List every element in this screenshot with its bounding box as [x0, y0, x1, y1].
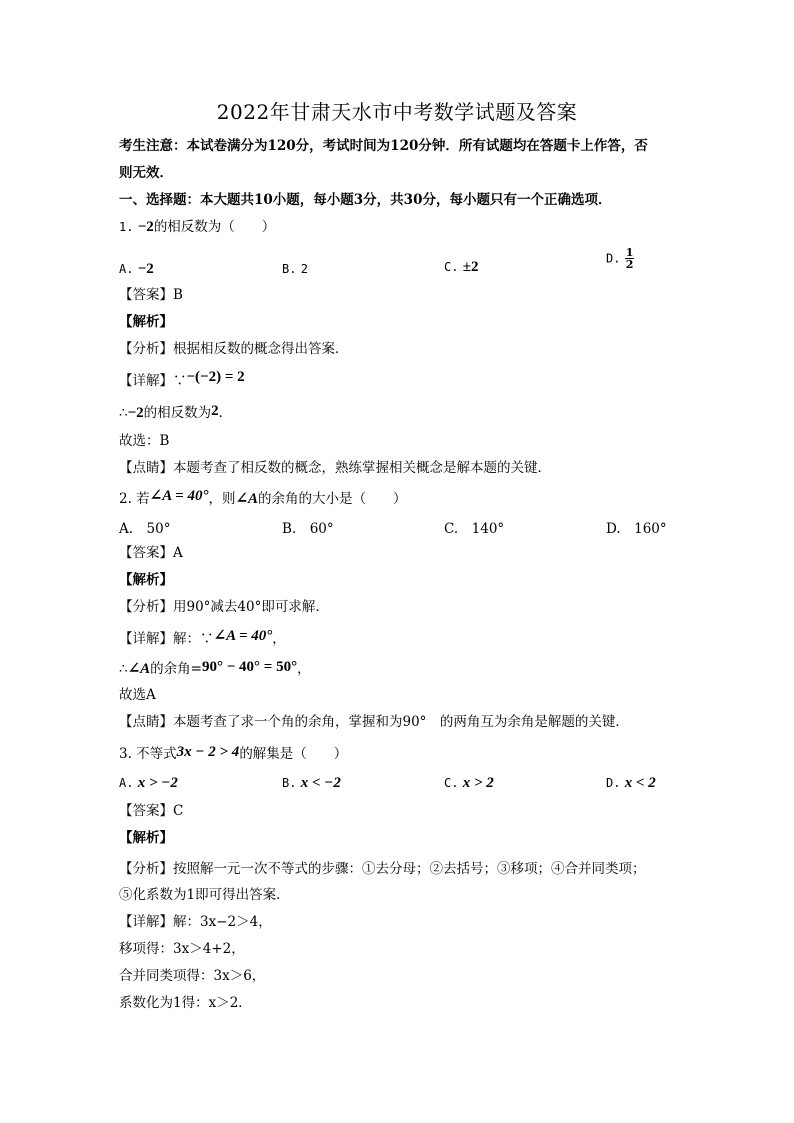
document-title: 2022年甘肃天水市中考数学试题及答案 [216, 100, 578, 124]
q2-option-a[interactable]: A. 50° [119, 521, 171, 537]
q1-option-d[interactable]: D. $\frac{1}{2}$ [606, 246, 634, 271]
q1-choose: 故选：B [119, 433, 170, 449]
q1-stem-text: 的相反数为（ ） [153, 219, 276, 235]
q1-option-a[interactable]: A. −2 [119, 261, 154, 277]
q1-comment: 【点睛】本题考查了相反数的概念，熟练掌握相关概念是解本题的关键． [119, 460, 551, 476]
q3-analysis-line-2: ⑤化系数为1即可得出答案． [119, 887, 290, 903]
q2-detail: 【详解】解：∵∠A = 40°， [119, 628, 286, 647]
q1-math: −2 [137, 219, 154, 235]
q3-step-1: 【详解】解：3x−2＞4， [119, 914, 272, 930]
q2-option-c[interactable]: C. 140° [444, 521, 505, 537]
notice-line-1: 考生注意：本试卷满分为120分，考试时间为120分钟．所有试题均在答题卡上作答，否 [119, 138, 648, 154]
q3-step-2: 移项得：3x＞4+2， [119, 941, 245, 957]
q3-option-d[interactable]: D. x < 2 [606, 775, 656, 791]
q2-option-d[interactable]: D. 160° [606, 521, 667, 537]
q1-therefore: ∴−2的相反数为2． [119, 403, 233, 421]
q1-number: 1. [119, 220, 134, 234]
q2-choose: 故选A [119, 687, 156, 703]
q3-answer: 【答案】C [119, 803, 184, 819]
q1-option-d-fraction: $\frac{1}{2}$ [625, 246, 634, 271]
q1-option-b[interactable]: B. 2 [282, 262, 308, 276]
q3-stem: 3. 不等式3x − 2 > 4的解集是（ ） [119, 744, 348, 762]
q3-analysis-heading: 【解析】 [119, 830, 173, 846]
q2-option-b[interactable]: B. 60° [282, 521, 334, 537]
section-heading: 一、选择题：本大题共10小题，每小题3分，共30分，每小题只有一个正确选项． [119, 192, 612, 208]
q2-math-angle: ∠A = 40° [149, 488, 209, 504]
q1-answer: 【答案】B [119, 287, 183, 303]
q1-analysis: 【分析】根据相反数的概念得出答案． [119, 341, 349, 357]
q3-option-a[interactable]: A. x > −2 [119, 775, 178, 791]
q3-step-4: 系数化为1得：x＞2． [119, 995, 252, 1011]
q3-option-b[interactable]: B. x < −2 [282, 775, 341, 791]
q3-math-inequality: 3x − 2 > 4 [176, 744, 240, 760]
q3-option-c[interactable]: C. x > 2 [444, 775, 494, 791]
q2-comment: 【点睛】本题考查了求一个角的余角，掌握和为90° 的两角互为余角是解题的关键． [119, 714, 629, 730]
q2-analysis-heading: 【解析】 [119, 572, 173, 588]
q1-stem [119, 218, 275, 236]
notice-line-2: 则无效． [119, 165, 173, 181]
q2-analysis: 【分析】用90°减去40°即可求解． [119, 599, 329, 615]
q1-detail-math: −(−2) = 2 [186, 369, 245, 385]
q2-answer: 【答案】A [119, 545, 183, 561]
q2-therefore: ∴∠A的余角=90° − 40° = 50°， [119, 659, 311, 677]
q3-step-3: 合并同类项得：3x＞6， [119, 968, 266, 984]
q3-analysis-line-1: 【分析】按照解一元一次不等式的步骤：①去分母；②去括号；③移项；④合并同类项； [119, 861, 646, 877]
q1-detail: 【详解】∵−(−2) = 2 [119, 369, 245, 389]
q2-stem: 2. 若∠A = 40°，则∠A的余角的大小是（ ） [119, 488, 407, 507]
q1-analysis-heading: 【解析】 [119, 314, 173, 330]
q1-option-c[interactable]: C. ±2 [444, 259, 479, 275]
